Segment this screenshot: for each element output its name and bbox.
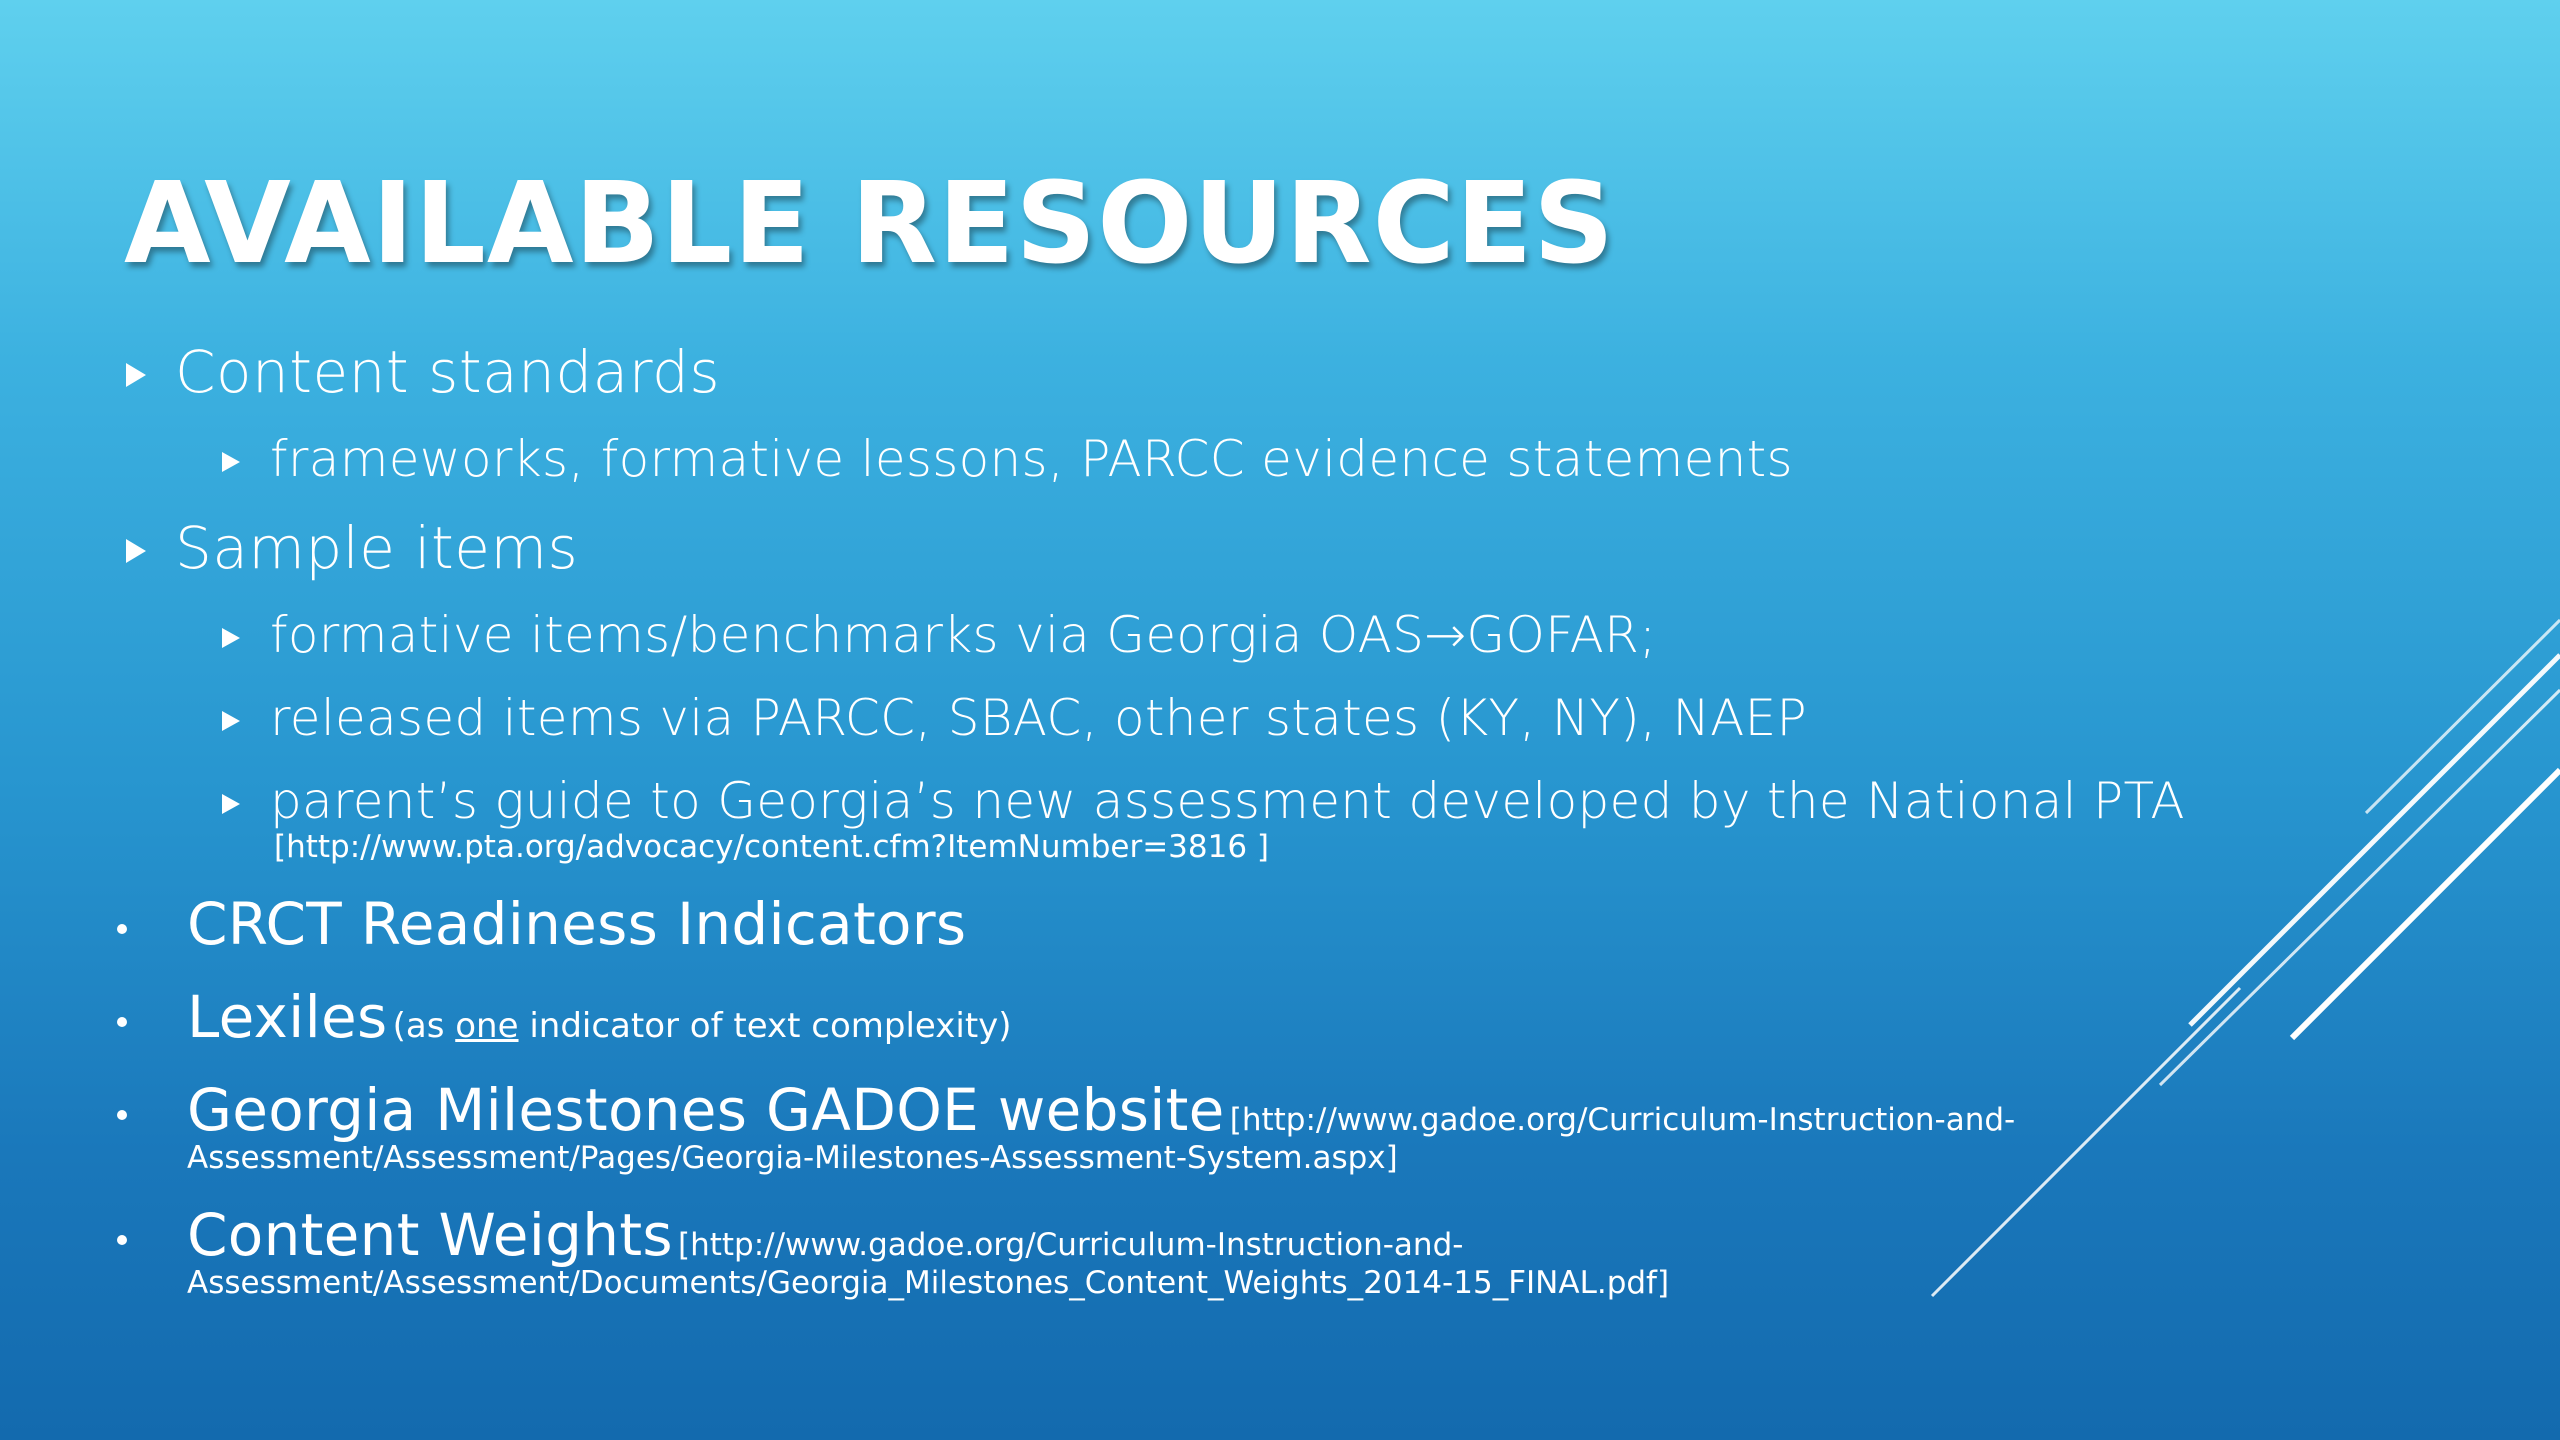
sub-bullet-released-items: released items via PARCC, SBAC, other states (KY, NY), NAEP	[270, 689, 1808, 747]
weights-url-line1: [http://www.gadoe.org/Curriculum-Instruction-and-	[677, 1227, 1464, 1263]
bullet-crct-readiness: CRCT Readiness Indicators	[187, 890, 967, 958]
arrow-bullet-icon	[126, 539, 146, 563]
sub-bullet-formative-items: formative items/benchmarks via Georgia OAS→GOFAR;	[270, 606, 1657, 664]
dot-bullet-icon	[117, 1110, 127, 1120]
lexiles-note-post: indicator of text complexity)	[518, 1006, 1012, 1046]
bullet-content-weights	[187, 1201, 1464, 1269]
deco-line	[2292, 770, 2560, 1038]
lexiles-note-pre: (as	[392, 1006, 456, 1046]
bullet-content-standards: Content standards	[175, 338, 721, 406]
deco-line	[2190, 655, 2560, 1025]
dot-bullet-icon	[117, 1017, 127, 1027]
deco-line	[2160, 690, 2560, 1085]
weights-url-line2: Assessment/Assessment/Documents/Georgia_Milestones_Content_Weights_2014-15_FINAL.pdf]	[187, 1265, 1670, 1301]
weights-label: Content Weights	[187, 1201, 673, 1269]
arrow-bullet-icon	[222, 794, 240, 814]
bullet-lexiles	[187, 983, 1012, 1051]
arrow-bullet-icon	[222, 711, 240, 731]
dot-bullet-icon	[117, 1235, 127, 1245]
sub-bullet-frameworks: frameworks, formative lessons, PARCC evidence statements	[270, 430, 1793, 488]
arrow-bullet-icon	[222, 452, 240, 472]
deco-line	[1932, 988, 2240, 1296]
arrow-bullet-icon	[222, 628, 240, 648]
lexiles-note-underlined: one	[455, 1006, 519, 1046]
slide-title: AVAILABLE RESOURCES	[124, 159, 1615, 289]
arrow-bullet-icon	[126, 363, 146, 387]
lexiles-label: Lexiles	[187, 983, 388, 1051]
lexiles-note	[393, 1006, 1012, 1046]
milestones-label: Georgia Milestones GADOE website	[187, 1076, 1225, 1144]
dot-bullet-icon	[117, 924, 127, 934]
milestones-url-line1: [http://www.gadoe.org/Curriculum-Instruction-and-	[1229, 1102, 2016, 1138]
milestones-url-line2: Assessment/Assessment/Pages/Georgia-Milestones-Assessment-System.aspx]	[187, 1140, 1398, 1176]
bullet-milestones	[187, 1076, 2016, 1144]
pta-url: [http://www.pta.org/advocacy/content.cfm?ItemNumber=3816 ]	[274, 829, 1270, 865]
bullet-sample-items: Sample items	[175, 514, 579, 582]
sub-bullet-parents-guide: parent’s guide to Georgia’s new assessment developed by the National PTA	[270, 772, 2185, 830]
